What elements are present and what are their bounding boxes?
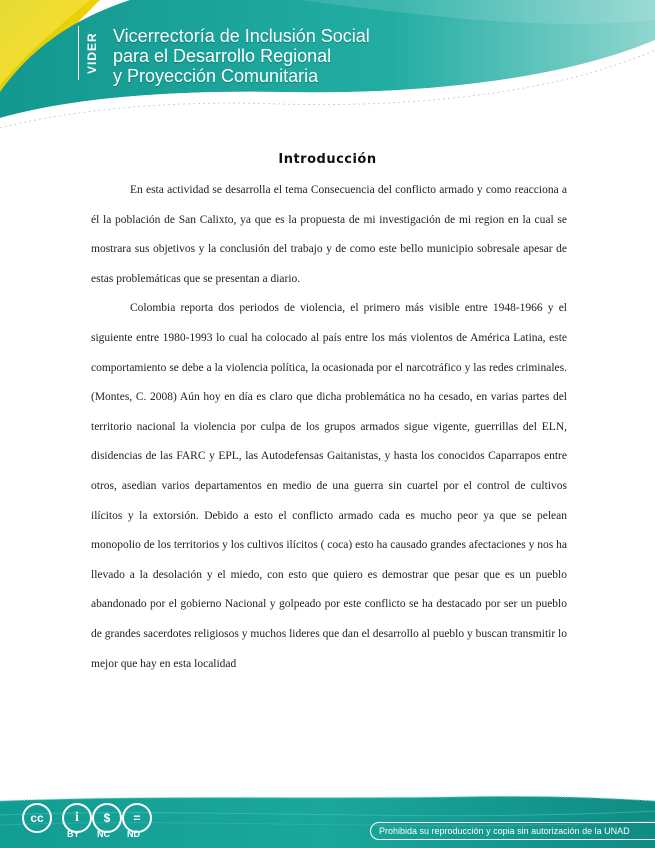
vider-badge: VIDER [78,26,105,80]
header-title-line-3: y Proyección Comunitaria [113,66,319,86]
nd-label: ND [127,829,140,839]
by-label: BY [67,829,80,839]
document-title: Introducción [278,152,377,167]
nd-icon: = [122,803,152,833]
by-icon: i [62,803,92,833]
header-title-line-1: Vicerrectoría de Inclusión Social [113,26,370,46]
copyright-notice: Prohibida su reproducción y copia sin autorización de la UNAD [370,822,655,840]
paragraph-2: Colombia reporta dos periodos de violencia, el primero más visible entre 1948-1966 y el siguiente entre 1980-1993 lo cual ha colocado al país entre los más violentos de América Latina, este comportamiento se debe a la violencia política, la ocasionada por el narcotráfico y las redes criminales. (Montes, C. 2008) Aún hoy en día es claro que dicha problemática no ha cesado, en varias partes del territorio nacional la violencia por culpa de los grupos armados sigue vigente, guerrillas del ELN, disidencias de las FARC y EPL, las Autodefensas Gaitanistas, y hasta los conocidos Caparrapos entre otros, asedian varios departamentos en medio de una guerra sin cuartel por el control de cultivos ilícitos y la extorsión. Debido a esto el conflicto armado cada es mucho peor ya que se pelean monopolio de los territorios y los cultivos ilícitos ( coca) esto ha causado grandes afectaciones y nos ha llevado a la desolación y el miedo, con esto que quiero es demostrar que pesar que es un pueblo abandonado por el gobierno Nacional y golpeado por este conflicto se ha destacado por ser un pueblo de grandes sacerdotes religiosos y muchos lideres que dan el desarrollo al pueblo y buscan transmitir lo mejor que hay en esta localidad [91,302,567,670]
header-banner [0,0,655,135]
document-body [91,176,567,679]
cc-icon: cc [22,803,52,833]
header-title [113,26,370,86]
header-title-line-2: para el Desarrollo Regional [113,46,332,66]
paragraph-1: En esta actividad se desarrolla el tema Consecuencia del conflicto armado y como reacciona a él la población de San Calixto, ya que es la propuesta de mi investigación de mi region en la cual se mostrara sus objetivos y la conclusión del trabajo y de como este bello municipio sobresale apesar de estas problemáticas que se presentan a diario. [91,184,567,285]
nc-icon: $ [92,803,122,833]
nc-label: NC [97,829,110,839]
